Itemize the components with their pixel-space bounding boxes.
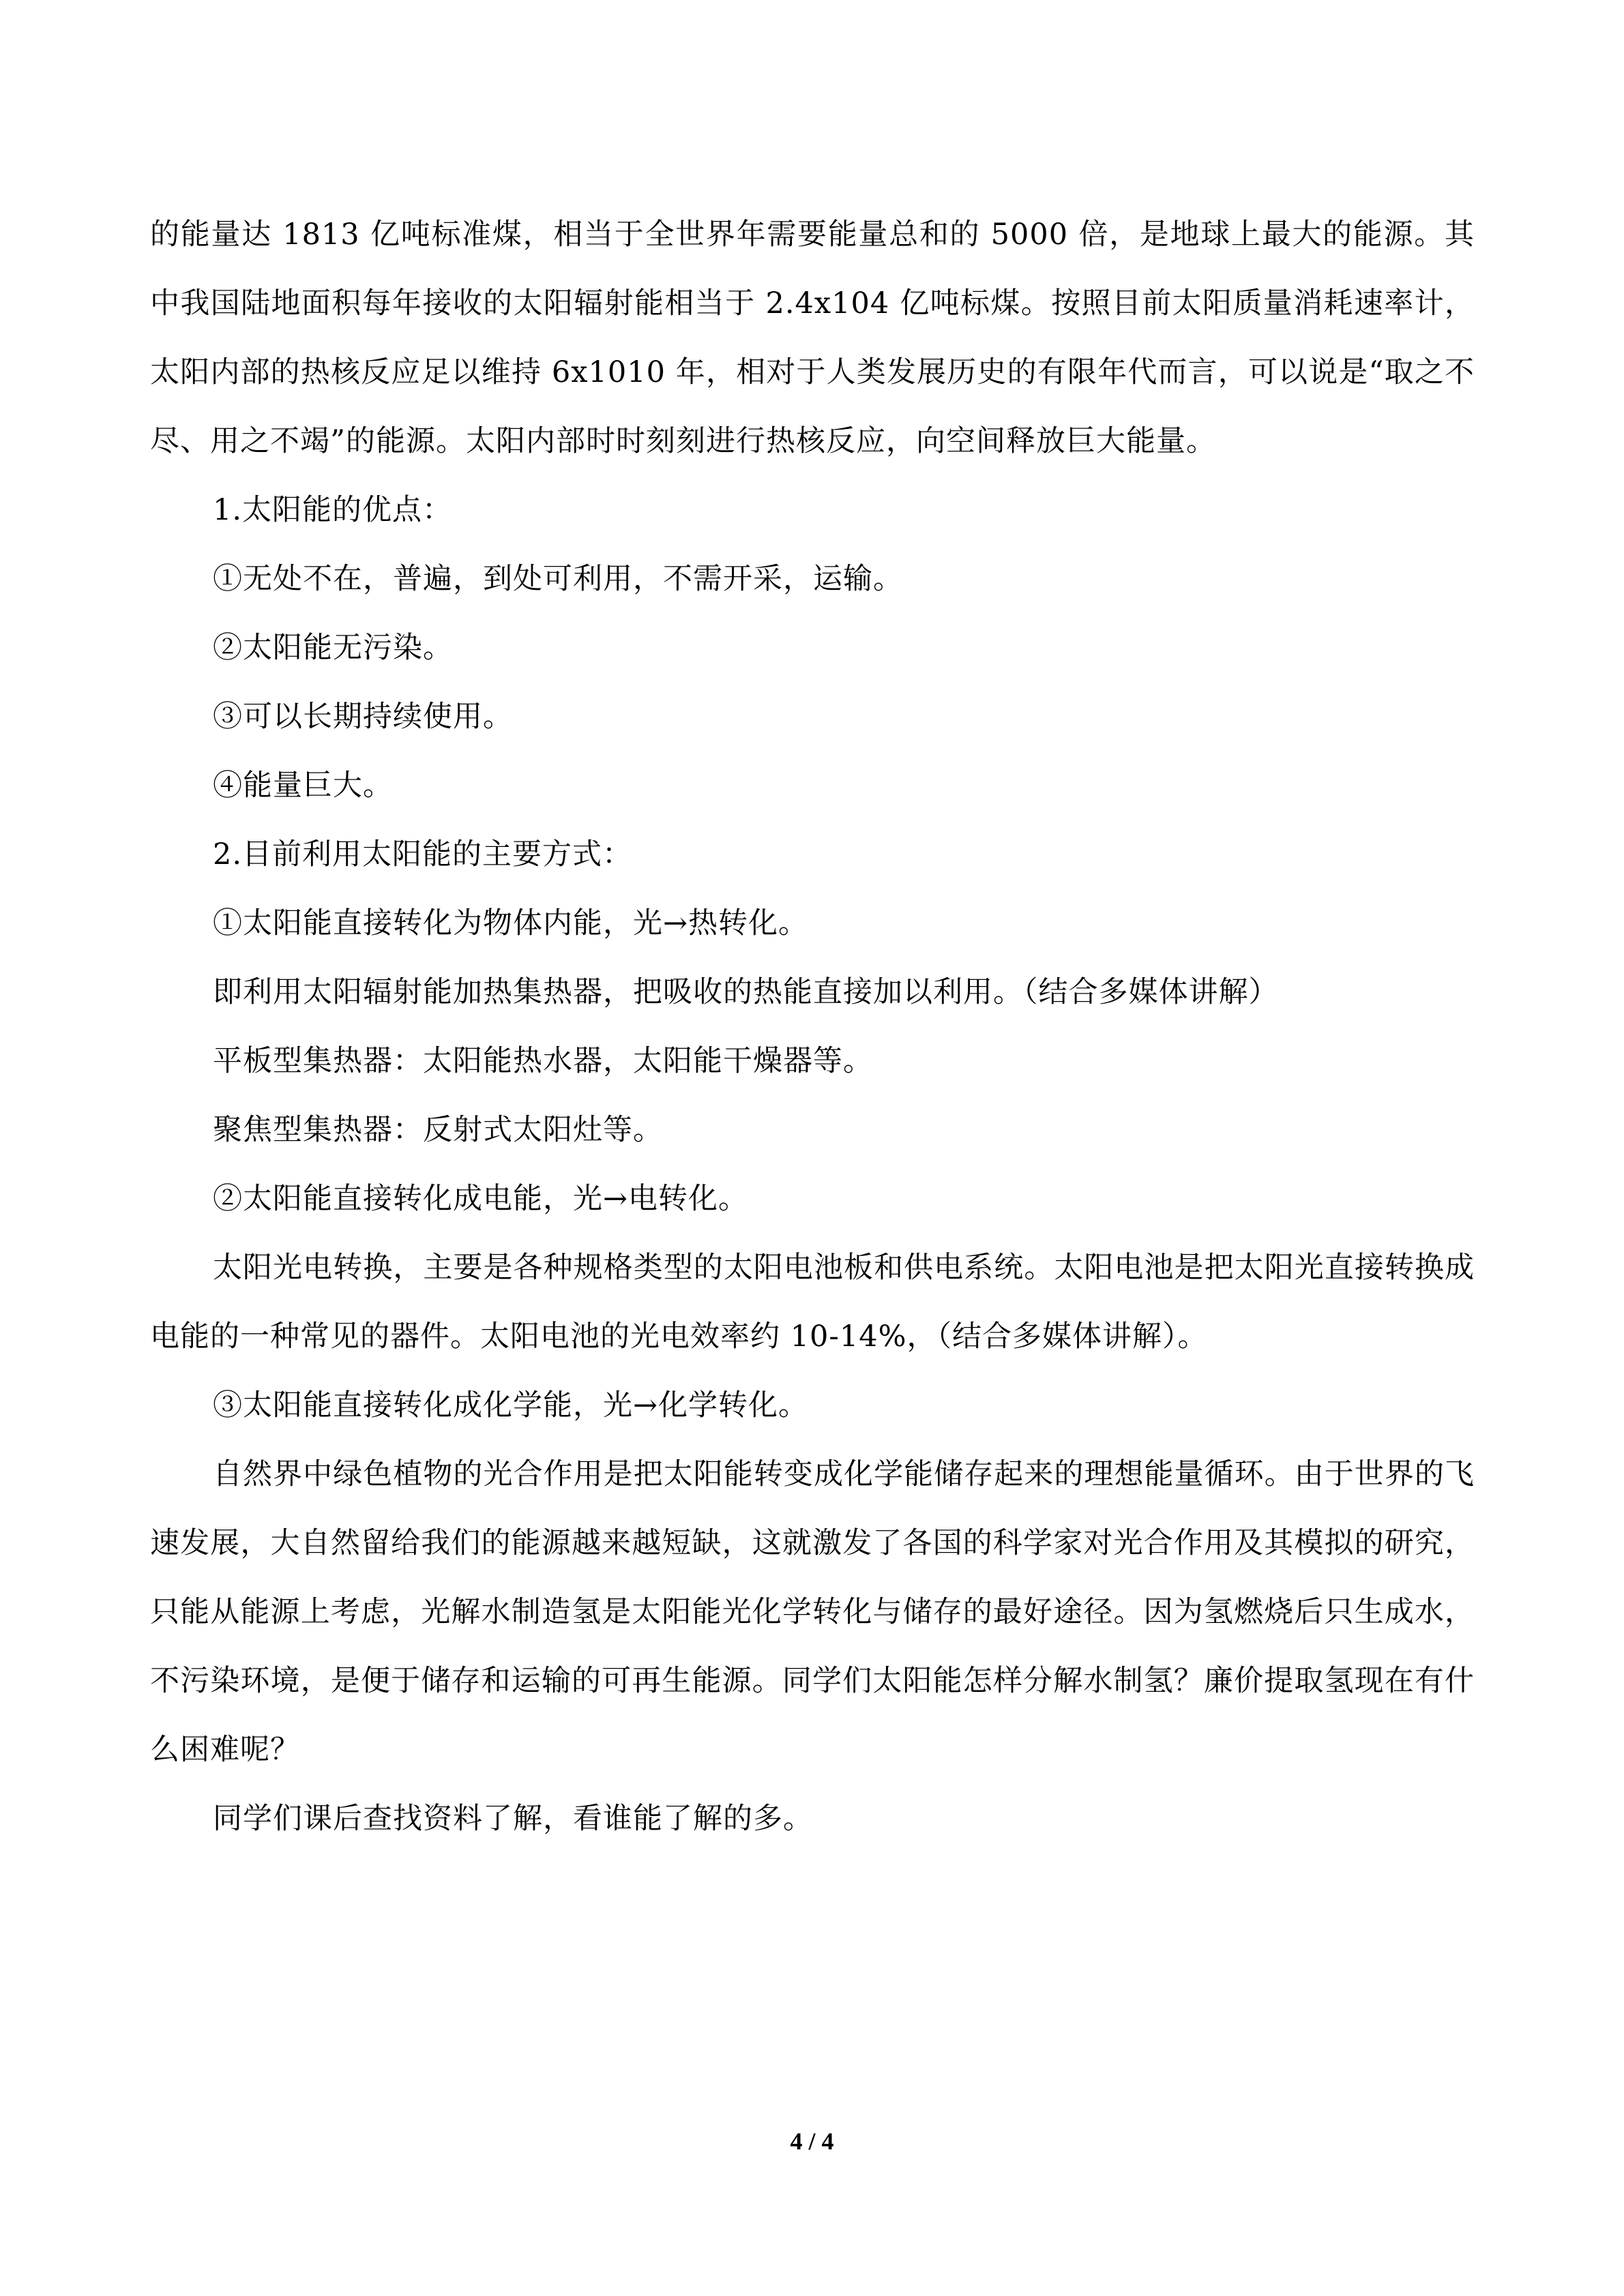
paragraph-flat-collector: 平板型集热器：太阳能热水器，太阳能干燥器等。	[213, 1044, 873, 1078]
document-body	[150, 200, 1475, 1853]
paragraph-homework: 同学们课后查找资料了解，看谁能了解的多。	[213, 1802, 813, 1836]
list-item-advantage-2: ②太阳能无污染。	[213, 631, 453, 665]
heading-solar-usage-methods: 2.目前利用太阳能的主要方式：	[213, 837, 633, 871]
list-item-advantage-1: ①无处不在，普遍，到处可利用，不需开采，运输。	[213, 562, 903, 596]
heading-solar-advantages: 1.太阳能的优点：	[213, 493, 453, 527]
paragraph-collector-explanation: 即利用太阳辐射能加热集热器，把吸收的热能直接加以利用。（结合多媒体讲解）	[213, 975, 1279, 1009]
list-item-light-to-heat: ①太阳能直接转化为物体内能，光→热转化。	[213, 906, 809, 940]
list-item-light-to-chemical: ③太阳能直接转化成化学能，光→化学转化。	[213, 1388, 809, 1422]
list-item-advantage-3: ③可以长期持续使用。	[213, 700, 513, 734]
paragraph-focusing-collector: 聚焦型集热器：反射式太阳灶等。	[213, 1113, 663, 1147]
list-item-advantage-4: ④能量巨大。	[213, 769, 393, 803]
paragraph-solar-energy-intro: 的能量达 1813 亿吨标准煤，相当于全世界年需要能量总和的 5000 倍，是地球上最大的能源。其中我国陆地面积每年接收的太阳辐射能相当于 2.4x104 亿吨标煤。按照目前太阳质量消耗速率计，太阳内部的热核反应足以维持 6x1010 年，相对于人类发展历史的有限年代而言，可以说是“取之不尽、用之不竭”的能源。太阳内部时时刻刻进行热核反应，向空间释放巨大能量。	[150, 218, 1475, 458]
list-item-light-to-electricity: ②太阳能直接转化成电能，光→电转化。	[213, 1182, 749, 1216]
paragraph-photovoltaic: 太阳光电转换，主要是各种规格类型的太阳电池板和供电系统。太阳电池是把太阳光直接转换成电能的一种常见的器件。太阳电池的光电效率约 10-14%，（结合多媒体讲解）。	[150, 1251, 1475, 1354]
page-number: 4 / 4	[790, 2128, 834, 2155]
paragraph-photosynthesis-hydrogen: 自然界中绿色植物的光合作用是把太阳能转变成化学能储存起来的理想能量循环。由于世界的飞速发展，大自然留给我们的能源越来越短缺，这就激发了各国的科学家对光合作用及其模拟的研究，只能从能源上考虑，光解水制造氢是太阳能光化学转化与储存的最好途径。因为氢燃烧后只生成水，不污染环境，是便于储存和运输的可再生能源。同学们太阳能怎样分解水制氢？廉价提取氢现在有什么困难呢？	[150, 1457, 1475, 1767]
